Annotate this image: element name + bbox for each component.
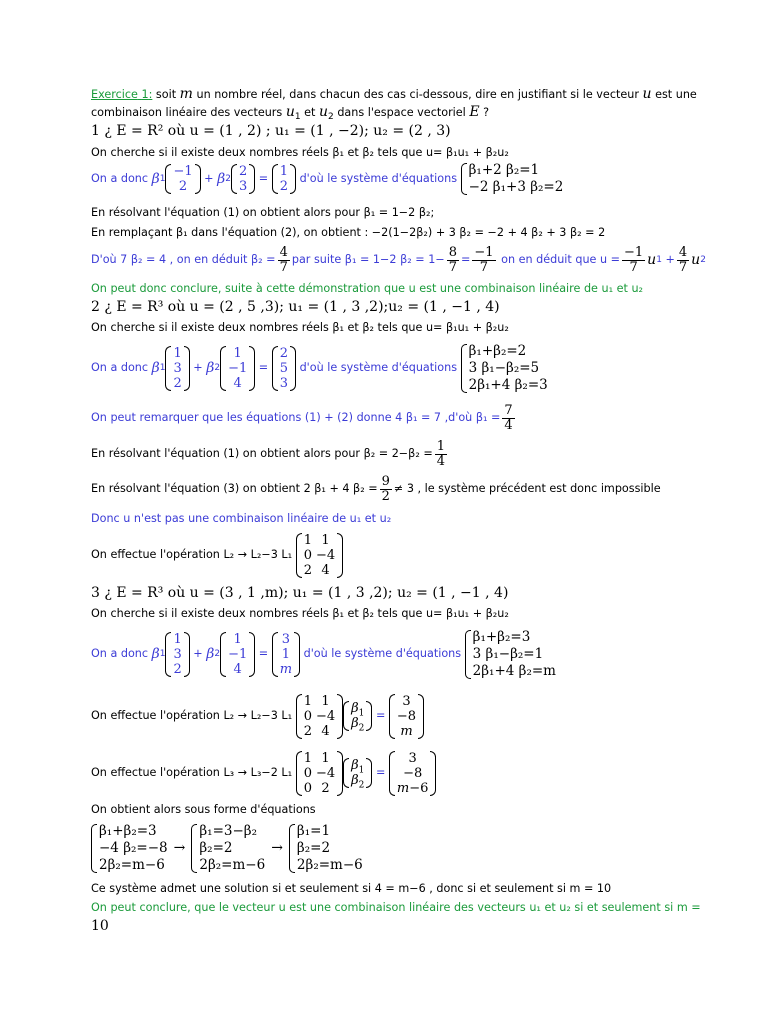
case2-operation: On effectue l'opération L₂ → L₂−3 L₁ 1 1 0 −4 2 4: [91, 527, 343, 583]
case2-conclusion: Donc u n'est pas une combinaison linéaire de u₁ et u₂: [91, 512, 392, 525]
exercise-intro-line2: combinaison linéaire des vecteurs $u_1$ et $u_2$ dans l'espace vectoriel E ?: [91, 104, 490, 123]
u2-vector: 2 3: [231, 164, 255, 194]
case1-search: On cherche si il existe deux nombres réels β₁ et β₂ tels que u= β₁u₁ + β₂u₂: [91, 146, 509, 159]
case2-resolve1: En résolvant l'équation (1) on obtient alors pour β₂ = 2−β₂ = $\frac{1}{4}$: [91, 438, 446, 469]
case2-system: β₁+β₂=2 3 β₁−β₂=5 2β₁+4 β₂=3: [461, 343, 548, 394]
case1-system-line: On a donc β 1 −1 2 + β 2 2 3 = 1 2 d'où le système d'équations β₁+2 β₂=1 −2 β₁+3 β₂=2: [91, 162, 564, 195]
case3-system-line: On a donc β 1 1 3 2 + β 2 1 −1 4 = 3 1 m d'où le système d'équations β₁+β₂=3 3 β₁−β₂=1 2β₁+4 β₂=m: [91, 628, 556, 679]
case2-resolve3: En résolvant l'équation (3) on obtient 2 β₁ + 4 β₂ = $\frac{9}{2}$ ≠ 3 , le système précédent est donc impossible: [91, 473, 661, 504]
case3-sys-c: β₁=1 β₂=2 2β₂=m−6: [289, 823, 363, 874]
case1-heading: 1 ¿ E = R² où u = (1 , 2) ; u₁ = (1 , −2); u₂ = (2 , 3): [91, 123, 451, 139]
case1-conclusion: On peut donc conclure, suite à cette démonstration que u est une combinaison linéaire de u₁ et u₂: [91, 282, 644, 295]
case2-system-line: On a donc β 1 1 3 2 + β 2 1 −1 4 = 2 5 3 d'où le système d'équations β₁+β₂=2 3 β₁−β₂=5 2β₁+4 β₂=3: [91, 342, 548, 393]
case1-system: β₁+2 β₂=1 −2 β₁+3 β₂=2: [461, 162, 564, 196]
u1-vector: −1 2: [165, 164, 200, 194]
case1-deduce: D'où 7 β₂ = 4 , on en déduit β₂ = $\frac{4}{7}$ par suite β₁ = 1−2 β₂ = 1− $\frac{8}{7}$ = $\frac{-1}{7}$ on en déduit que u = $\frac{-1}{7}$ u 1 + $\frac{4}{7}$ u 2: [91, 244, 706, 275]
case3-search: On cherche si il existe deux nombres réels β₁ et β₂ tels que u= β₁u₁ + β₂u₂: [91, 607, 509, 620]
case3-operation2: On effectue l'opération L₃ → L₃−2 L₁ 1 1 0 −4 0 2 $\beta_1$ $\beta_2$ = 3 −8 m−6: [91, 745, 436, 801]
case2-heading: 2 ¿ E = R³ où u = (2 , 5 ,3); u₁ = (1 , 3 ,2);u₂ = (1 , −1 , 4): [91, 299, 500, 315]
case2-search: On cherche si il existe deux nombres réels β₁ et β₂ tels que u= β₁u₁ + β₂u₂: [91, 321, 509, 334]
case2-remark: On peut remarquer que les équations (1) + (2) donne 4 β₁ = 7 ,d'où β₁ = $\frac{7}{4}$: [91, 402, 513, 433]
case3-final-value: 10: [91, 918, 109, 934]
case3-reduction: β₁+β₂=3 −4 β₂=−8 2β₂=m−6 → β₁=3−β₂ β₂=2 2β₂=m−6 → β₁=1 β₂=2 2β₂=m−6: [91, 819, 363, 877]
case3-solution: Ce système admet une solution si et seulement si 4 = m−6 , donc si et seulement si m = 10: [91, 882, 612, 895]
case3-system: β₁+β₂=3 3 β₁−β₂=1 2β₁+4 β₂=m: [465, 629, 556, 680]
exercise-label: Exercice 1:: [91, 88, 153, 101]
case1-replace: En remplaçant β₁ dans l'équation (2), on obtient : −2(1−2β₂) + 3 β₂ = −2 + 4 β₂ + 3 β₂ = 2: [91, 226, 606, 239]
case3-sys-b: β₁=3−β₂ β₂=2 2β₂=m−6: [191, 823, 265, 874]
case3-operation1: On effectue l'opération L₂ → L₂−3 L₁ 1 1 0 −4 2 4 $\beta_1$ $\beta_2$ = 3 −8 m: [91, 688, 424, 744]
case3-conclusion: On peut conclure, que le vecteur u est une combinaison linéaire des vecteurs u₁ et u₂ si et seulement si m =: [91, 901, 701, 914]
case1-resolve: En résolvant l'équation (1) on obtient alors pour β₁ = 1−2 β₂;: [91, 206, 435, 219]
case3-equations-label: On obtient alors sous forme d'équations: [91, 803, 316, 816]
exercise-intro-line1: Exercice 1: soit m un nombre réel, dans chacun des cas ci-dessous, dire en justifiant si le vecteur u est une: [91, 86, 697, 102]
case3-heading: 3 ¿ E = R³ où u = (3 , 1 ,m); u₁ = (1 , 3 ,2); u₂ = (1 , −1 , 4): [91, 585, 509, 601]
case3-sys-a: β₁+β₂=3 −4 β₂=−8 2β₂=m−6: [91, 823, 168, 874]
u-vector: 1 2: [272, 164, 296, 194]
